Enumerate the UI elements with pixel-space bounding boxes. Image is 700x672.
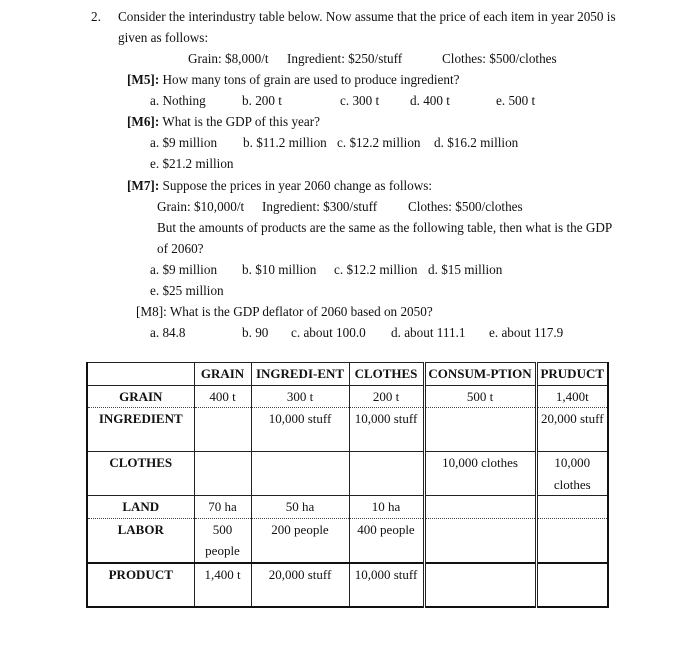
interindustry-table [86, 362, 609, 608]
table-cell: 10 ha [349, 496, 424, 519]
table-cell: 400 t [194, 385, 251, 408]
table-cell [536, 563, 608, 607]
table-cell: 10,000 stuff [349, 408, 424, 452]
table-cell: 500 t [424, 385, 536, 408]
m5-option-c[interactable]: c. 300 t [340, 93, 380, 108]
m6-option-e[interactable]: e. $21.2 million [150, 156, 234, 171]
m7-text: Suppose the prices in year 2060 change as follows: [162, 178, 433, 193]
table-cell [251, 452, 349, 496]
m5-option-d[interactable]: d. 400 t [410, 93, 450, 108]
price-2050-ingredient: Ingredient: $250/stuff [287, 51, 403, 66]
table-cell [536, 518, 608, 563]
m7-text2: But the amounts of products are the same as the following table, then what is the GDP [157, 220, 613, 235]
table-cell: 1,400t [536, 385, 608, 408]
table-header-consumption: CONSUM-PTION [424, 363, 536, 386]
m8-text: What is the GDP deflator of 2060 based on 2050? [169, 304, 433, 319]
table-header-row [87, 363, 608, 386]
m7-option-c[interactable]: c. $12.2 million [334, 262, 418, 277]
row-label-ingredient: INGREDIENT [87, 408, 194, 452]
m5-option-a[interactable]: a. Nothing [150, 93, 206, 108]
table-cell [424, 408, 536, 452]
table-row [87, 452, 608, 496]
table-cell: 1,400 t [194, 563, 251, 607]
m8-option-a[interactable]: a. 84.8 [150, 325, 186, 340]
price-2060-ingredient: Ingredient: $300/stuff [262, 199, 378, 214]
table-row [87, 518, 608, 563]
m8-option-d[interactable]: d. about 111.1 [391, 325, 466, 340]
m6-label: [M6]: [127, 114, 160, 129]
row-label-grain: GRAIN [87, 385, 194, 408]
table-cell [194, 408, 251, 452]
row-label-clothes: CLOTHES [87, 452, 194, 496]
m7-label: [M7]: [127, 178, 160, 193]
table-cell [536, 496, 608, 519]
m5-option-b[interactable]: b. 200 t [242, 93, 282, 108]
table-cell [424, 496, 536, 519]
m8-option-c[interactable]: c. about 100.0 [291, 325, 366, 340]
table-cell: 10,000 clothes [536, 452, 608, 496]
table-cell: 70 ha [194, 496, 251, 519]
table-cell: 10,000 clothes [424, 452, 536, 496]
table-cell: 500 people [194, 518, 251, 563]
table-cell [424, 563, 536, 607]
table-cell: 50 ha [251, 496, 349, 519]
table-cell: 10,000 stuff [251, 408, 349, 452]
m5-label: [M5]: [127, 72, 160, 87]
m7-text3: of 2060? [157, 241, 204, 256]
m8-option-e[interactable]: e. about 117.9 [489, 325, 564, 340]
table-cell [194, 452, 251, 496]
table-cell: 10,000 stuff [349, 563, 424, 607]
table-header-corner [87, 363, 194, 386]
m6-option-d[interactable]: d. $16.2 million [434, 135, 519, 150]
m8-question [136, 304, 433, 320]
table-cell: 400 people [349, 518, 424, 563]
m6-option-c[interactable]: c. $12.2 million [337, 135, 421, 150]
table-row [87, 563, 608, 607]
row-label-labor: LABOR [87, 518, 194, 563]
table-cell [424, 518, 536, 563]
m6-text: What is the GDP of this year? [162, 114, 321, 129]
m7-option-b[interactable]: b. $10 million [242, 262, 317, 277]
price-2050-clothes: Clothes: $500/clothes [442, 51, 557, 66]
price-2050-grain: Grain: $8,000/t [188, 51, 269, 66]
m5-question [127, 72, 460, 88]
m6-question [127, 114, 320, 130]
table-cell: 20,000 stuff [251, 563, 349, 607]
question-intro-line2: given as follows: [118, 30, 209, 45]
question-number: 2. [91, 9, 101, 24]
m7-question [127, 178, 432, 194]
price-2060-grain: Grain: $10,000/t [157, 199, 245, 214]
m7-option-a[interactable]: a. $9 million [150, 262, 218, 277]
row-label-land: LAND [87, 496, 194, 519]
table-header-ingredient: INGREDI-ENT [251, 363, 349, 386]
table-row [87, 385, 608, 408]
m7-option-e[interactable]: e. $25 million [150, 283, 224, 298]
m5-option-e[interactable]: e. 500 t [496, 93, 536, 108]
m6-option-a[interactable]: a. $9 million [150, 135, 218, 150]
m8-option-b[interactable]: b. 90 [242, 325, 269, 340]
table-cell: 200 t [349, 385, 424, 408]
table-cell: 200 people [251, 518, 349, 563]
question-intro-line1: Consider the interindustry table below. Now assume that the price of each item in year 2050 is [118, 9, 616, 24]
m8-label: [M8]: [136, 304, 167, 319]
price-2060-clothes: Clothes: $500/clothes [408, 199, 523, 214]
m7-option-d[interactable]: d. $15 million [428, 262, 503, 277]
table-header-grain: GRAIN [194, 363, 251, 386]
table-cell [349, 452, 424, 496]
m6-option-b[interactable]: b. $11.2 million [243, 135, 327, 150]
table-header-product: PRUDUCT [536, 363, 608, 386]
table-row [87, 408, 608, 452]
m5-text: How many tons of grain are used to produce ingredient? [162, 72, 460, 87]
table-row [87, 496, 608, 519]
table-cell: 20,000 stuff [536, 408, 608, 452]
table-cell: 300 t [251, 385, 349, 408]
row-label-product: PRODUCT [87, 563, 194, 607]
table-header-clothes: CLOTHES [349, 363, 424, 386]
